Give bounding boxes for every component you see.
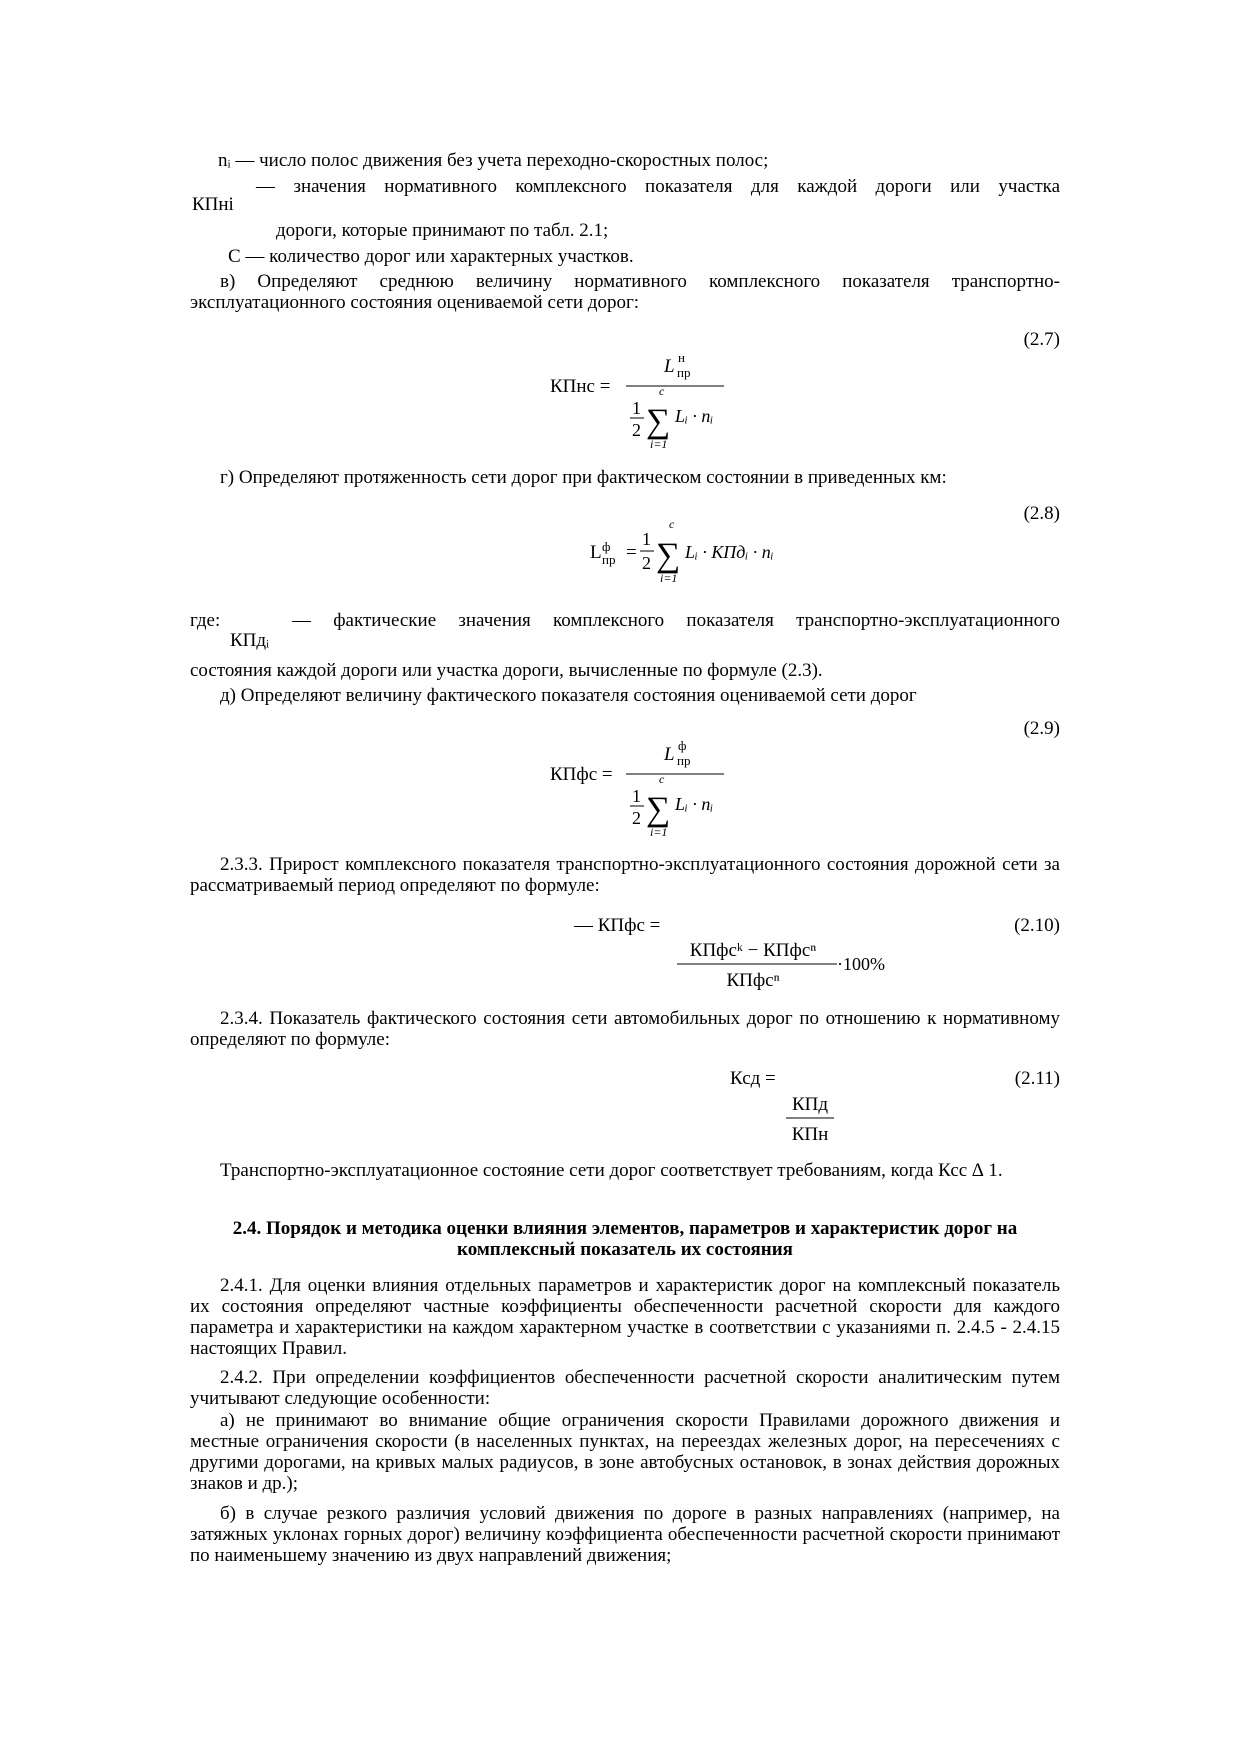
item-v-paragraph: в) Определяют среднюю величину нормативного комплексного показателя транспортно-эксплуатационного состояния оцениваемой сети дорог: [190,271,1060,313]
formula-denominator: КПн [791,1124,829,1145]
p-2-4-2-b: б) в случае резкого различия условий движения по дороге в разных направлениях (например, на затяжных уклонах горных дорог) величину коэффициента обеспеченности расчетной скорости принимают по наименьшему значению из двух направлений движения; [190,1503,1060,1566]
p-transport-state: Транспортно-эксплуатационное состояние сети дорог соответствует требованиям, когда Ксс ∆ 1. [220,1160,1003,1181]
equation-number-2-9: (2.9) [1023,718,1060,739]
p-2-4-2-a: а) не принимают во внимание общие ограничения скорости Правилами дорожного движения и местные ограничения скорости (в населенных пунктах, на переездах железных дорог, на пересечениях с другими дорогами, на кривых малых радиусов, в зоне автобусных остановок, в зонах действия дорожных знаков и др.); [190,1410,1060,1494]
formula-lhs-sub: пр [602,552,616,567]
half-denominator: 2 [632,808,641,828]
half-numerator: 1 [632,786,641,806]
kpd-symbol: КПдᵢ [230,630,270,651]
formula-2-9 [550,738,750,849]
formula-2-11-lhs: Ксд = [730,1068,776,1089]
sum-bottom: i=1 [650,437,668,451]
formula-eq: = [626,542,637,563]
where-label: где: [190,610,221,631]
c-definition: C — количество дорог или характерных участков. [228,246,634,267]
sigma-sign: ∑ [656,537,681,574]
sum-body: Lᵢ · КПдᵢ · nᵢ [685,542,774,562]
sigma-sign: ∑ [646,791,671,828]
item-g-paragraph: г) Определяют протяженность сети дорог при фактическом состоянии в приведенных км: [220,467,947,488]
formula-num-sup: ф [678,738,687,753]
kpni-definition-line1: — значения нормативного комплексного показателя для каждой дороги или участка [256,176,1060,197]
half-denominator: 2 [642,553,651,573]
equation-number-2-8: (2.8) [1023,503,1060,524]
document-page [190,0,1060,1755]
equation-number-2-7: (2.7) [1023,329,1060,350]
sum-body: Lᵢ · nᵢ [675,406,714,426]
half-numerator: 1 [642,529,651,549]
formula-num-main: L [664,744,675,765]
p-2-4-1: 2.4.1. Для оценки влияния отдельных параметров и характеристик дорог на комплексный показатель их состояния определяют частные коэффициенты обеспеченности расчетной скорости для каждого параметра и характеристики на каждом характерном участке в соответствии с указаниями п. 2.4.5 - 2.4.15 настоящих Правил. [190,1275,1060,1359]
kpni-symbol: КПнi [192,194,234,215]
formula-2-11-svg [786,1090,856,1150]
sum-top: c [669,517,675,531]
formula-numerator: КПфсᵏ − КПфсⁿ [689,940,817,961]
formula-tail: ·100% [837,954,885,974]
equation-number-2-11: (2.11) [1014,1068,1060,1089]
sum-bottom: i=1 [660,571,678,585]
formula-denominator: КПфсⁿ [726,970,780,991]
formula-2-8-svg [590,517,820,592]
formula-2-11 [786,1090,856,1156]
formula-2-9-svg [550,738,750,843]
formula-num-main: L [664,356,675,377]
where-line2: состояния каждой дороги или участка дороги, вычисленные по формуле (2.3). [190,660,823,681]
formula-num-sub: пр [677,365,691,380]
formula-lhs: КПнс = [550,376,611,397]
sum-top: c [659,772,665,786]
formula-2-10 [677,936,887,1002]
formula-lhs: КПфс = [550,764,613,785]
half-numerator: 1 [632,398,641,418]
formula-lhs-sup: ф [602,539,611,554]
p-2-4-2: 2.4.2. При определении коэффициентов обеспеченности расчетной скорости аналитическим путем учитывают следующие особенности: [190,1367,1060,1409]
item-d-paragraph: д) Определяют величину фактического показателя состояния оцениваемой сети дорог [220,685,917,706]
formula-2-8 [590,517,820,598]
p-2-3-3: 2.3.3. Прирост комплексного показателя транспортно-эксплуатационного состояния дорожной сети за рассматриваемый период определяют по формуле: [190,854,1060,896]
section-heading-2-4: 2.4. Порядок и методика оценки влияния элементов, параметров и характеристик дорог на комплексный показатель их состояния [232,1218,1018,1260]
kpni-definition-line2: дороги, которые принимают по табл. 2.1; [276,220,609,241]
where-line1: — фактические значения комплексного показателя транспортно-эксплуатационного [292,610,1060,631]
formula-2-7 [550,350,750,461]
formula-num-sub: пр [677,753,691,768]
p-2-3-4: 2.3.4. Показатель фактического состояния сети автомобильных дорог по отношению к нормативному определяют по формуле: [190,1008,1060,1050]
sum-top: c [659,384,665,398]
formula-num-sup: н [678,350,685,365]
formula-numerator: КПд [791,1094,829,1115]
sigma-sign: ∑ [646,403,671,440]
equation-number-2-10: (2.10) [1014,915,1060,936]
formula-2-7-svg [550,350,750,455]
formula-2-10-svg [677,936,887,996]
sum-bottom: i=1 [650,825,668,839]
ni-definition: nᵢ — число полос движения без учета переходно-скоростных полос; [218,150,769,171]
half-denominator: 2 [632,420,641,440]
sum-body: Lᵢ · nᵢ [675,794,714,814]
formula-lhs-main: L [590,542,602,563]
formula-2-10-lhs: — КПфс = [574,915,661,936]
